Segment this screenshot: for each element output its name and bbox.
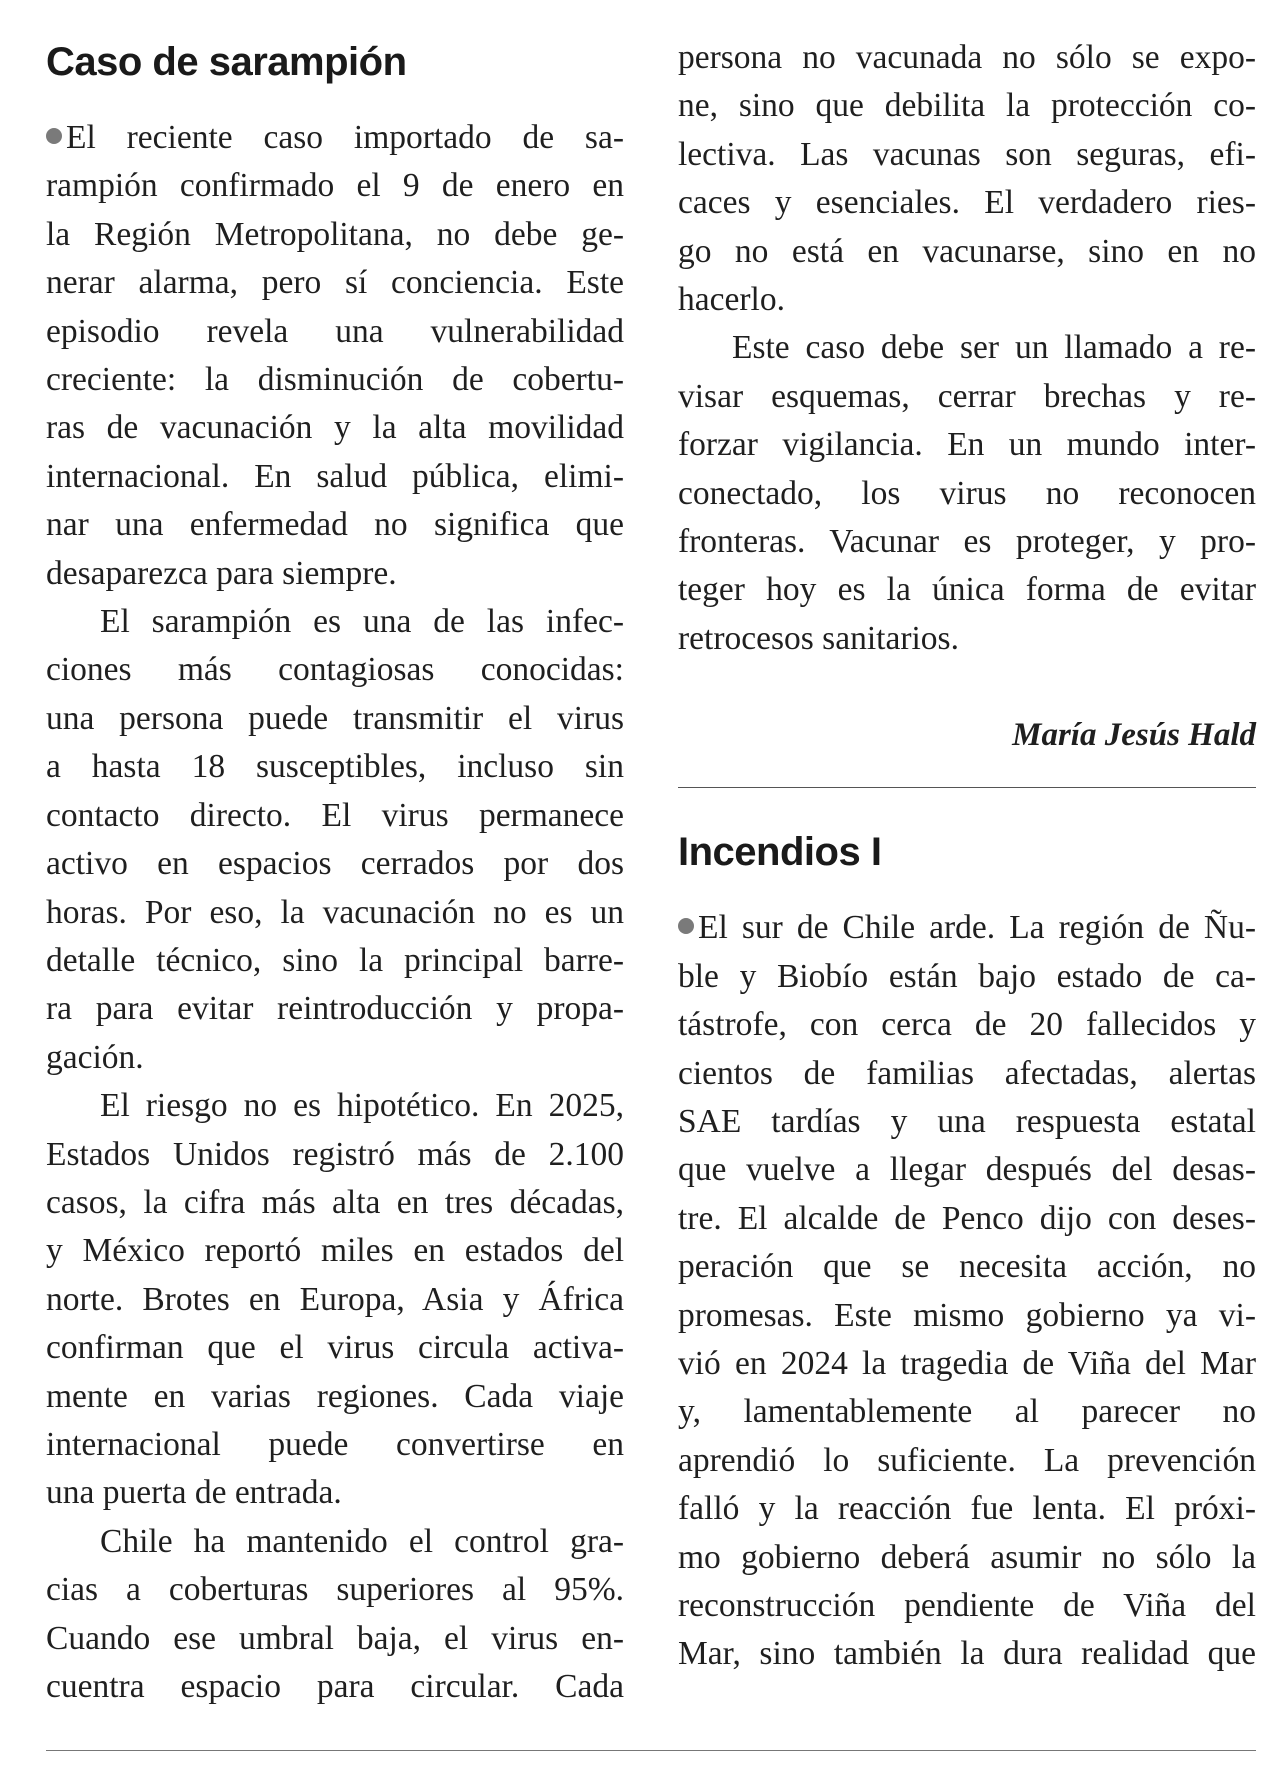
body-line: fronteras. Vacunar es proteger, y pro- [678, 523, 1256, 561]
body-line: internacional. En salud pública, elimi- [46, 457, 624, 495]
author-signature: María Jesús Hald [1012, 717, 1256, 754]
body-line: Mar, sino también la dura realidad que [678, 1635, 1256, 1673]
page-bottom-rule [46, 1750, 1256, 1751]
right-column [678, 34, 1256, 1679]
body-line: detalle técnico, sino la principal barre- [46, 941, 624, 979]
bullet-icon [46, 128, 62, 144]
body-line: activo en espacios cerrados por dos [46, 845, 624, 883]
body-line: nerar alarma, pero sí conciencia. Este [46, 264, 624, 302]
body-line: tre. El alcalde de Penco dijo con deses- [678, 1199, 1256, 1237]
body-line: internacional puede convertirse en [46, 1425, 624, 1463]
body-line: Chile ha mantenido el control gra- [100, 1522, 624, 1560]
article-body-right [678, 34, 1256, 663]
body-line: reconstrucción pendiente de Viña del [678, 1586, 1256, 1624]
body-line: conectado, los virus no reconocen [678, 474, 1256, 512]
body-line: Cuando ese umbral baja, el virus en- [46, 1619, 624, 1657]
body-line: El reciente caso importado de sa- [46, 114, 624, 162]
body-line: y, lamentablemente al parecer no [678, 1393, 1256, 1431]
body-line: creciente: la disminución de cobertu- [46, 361, 624, 399]
body-line: caces y esenciales. El verdadero ries- [678, 184, 1256, 222]
body-line: falló y la reacción fue lenta. El próxi- [678, 1490, 1256, 1528]
body-line: ra para evitar reintroducción y propa- [46, 990, 624, 1028]
body-line: ras de vacunación y la alta movilidad [46, 409, 624, 447]
body-line: nar una enfermedad no significa que [46, 506, 624, 544]
body-line: ciones más contagiosas conocidas: [46, 651, 624, 689]
article-title-incendios: Incendios I [678, 830, 882, 875]
body-line: a hasta 18 susceptibles, incluso sin [46, 748, 624, 786]
body-line: teger hoy es la única forma de evitar [678, 571, 1256, 609]
body-line: vió en 2024 la tragedia de Viña del Mar [678, 1344, 1256, 1382]
body-line: desaparezca para siempre. [46, 554, 397, 592]
body-line: episodio revela una vulnerabilidad [46, 312, 624, 350]
body-line: que vuelve a llegar después del desas- [678, 1151, 1256, 1189]
article-title-sarampion: Caso de sarampión [46, 40, 407, 84]
body-line: promesas. Este mismo gobierno ya vi- [678, 1296, 1256, 1334]
body-line: casos, la cifra más alta en tres décadas, [46, 1183, 624, 1221]
body-line: Este caso debe ser un llamado a re- [732, 329, 1256, 367]
body-line: visar esquemas, cerrar brechas y re- [678, 377, 1256, 415]
section-divider [678, 787, 1256, 788]
body-line: gación. [46, 1038, 144, 1076]
body-line: El sarampión es una de las infec- [100, 603, 624, 641]
article-body-incendios [678, 904, 1256, 1679]
body-line: SAE tardías y una respuesta estatal [678, 1102, 1256, 1140]
body-line: go no está en vacunarse, sino en no [678, 232, 1256, 270]
body-line: ne, sino que debilita la protección co- [678, 87, 1256, 125]
body-line: El riesgo no es hipotético. En 2025, [100, 1087, 624, 1125]
body-line: confirman que el virus circula activa- [46, 1329, 624, 1367]
article-body-left [46, 114, 624, 1711]
left-column [46, 34, 624, 1711]
body-line: Estados Unidos registró más de 2.100 [46, 1135, 624, 1173]
body-line: horas. Por eso, la vacunación no es un [46, 893, 624, 931]
body-line: cientos de familias afectadas, alertas [678, 1054, 1256, 1092]
body-line: ble y Biobío están bajo estado de ca- [678, 957, 1256, 995]
body-line: peración que se necesita acción, no [678, 1248, 1256, 1286]
body-line: la Región Metropolitana, no debe ge- [46, 215, 624, 253]
body-line: tástrofe, con cerca de 20 fallecidos y [678, 1006, 1256, 1044]
body-line: y México reportó miles en estados del [46, 1232, 624, 1270]
body-line: persona no vacunada no sólo se expo- [678, 39, 1256, 76]
body-line: cuentra espacio para circular. Cada [46, 1668, 624, 1705]
body-line: mente en varias regiones. Cada viaje [46, 1377, 624, 1415]
body-line: norte. Brotes en Europa, Asia y África [46, 1280, 624, 1318]
body-line: retrocesos sanitarios. [678, 619, 959, 657]
body-line: aprendió lo suficiente. La prevención [678, 1441, 1256, 1479]
body-line: una puerta de entrada. [46, 1474, 342, 1512]
body-line: cias a coberturas superiores al 95%. [46, 1571, 624, 1609]
bullet-icon [678, 918, 694, 934]
body-line: rampión confirmado el 9 de enero en [46, 167, 624, 205]
body-line: El sur de Chile arde. La región de Ñu- [678, 904, 1256, 952]
body-line: hacerlo. [678, 281, 785, 319]
body-line: mo gobierno deberá asumir no sólo la [678, 1538, 1256, 1576]
body-line: forzar vigilancia. En un mundo inter- [678, 426, 1256, 464]
body-line: contacto directo. El virus permanece [46, 796, 624, 834]
body-line: lectiva. Las vacunas son seguras, efi- [678, 135, 1256, 173]
body-line: una persona puede transmitir el virus [46, 699, 624, 737]
